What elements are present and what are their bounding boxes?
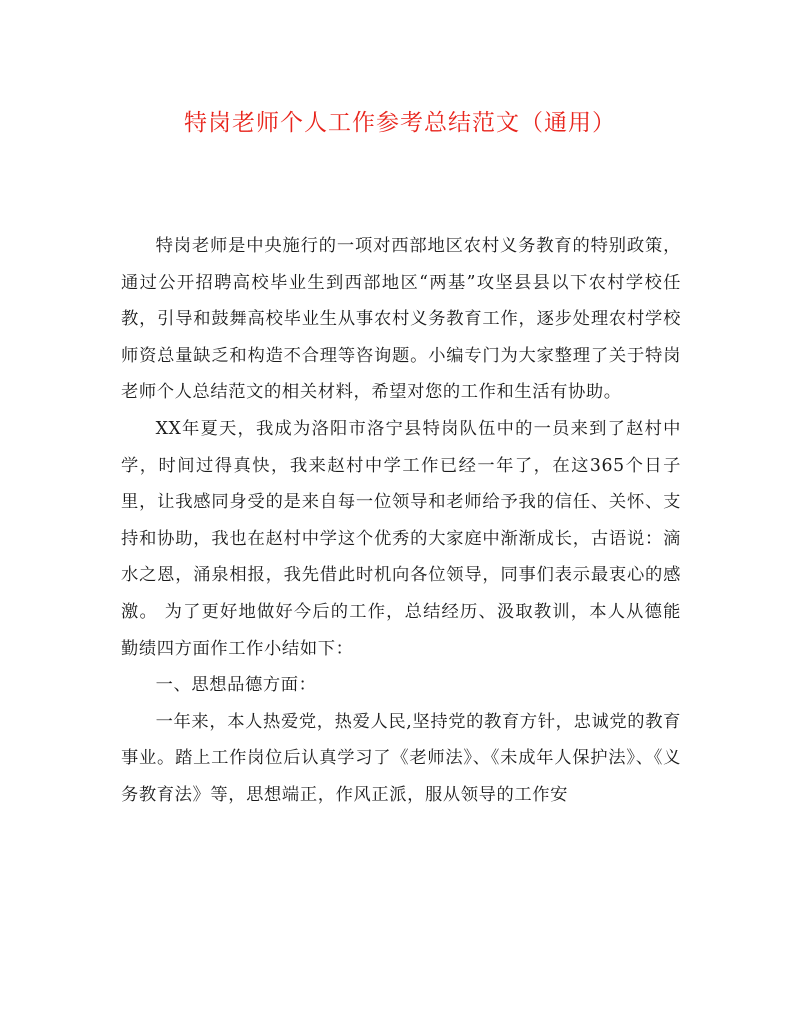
document-title: 特岗老师个人工作参考总结范文（通用）: [184, 110, 616, 136]
paragraph-ideology: 一年来，本人热爱党，热爱人民,坚持党的教育方针，忠诚党的教育事业。踏上工作岗位后认真学习了《老师法》、《未成年人保护法》、《义务教育法》等，思想端正，作风正派，服从领导的工作安: [121, 711, 681, 805]
paragraph-intro: 特岗老师是中央施行的一项对西部地区农村义务教育的特别政策，通过公开招聘高校毕业生到西部地区“两基”攻坚县县以下农村学校任教，引导和鼓舞高校毕业生从事农村义务教育工作，逐步处理农村学校师资总量缺乏和构造不合理等咨询题。小编专门为大家整理了关于特岗老师个人总结范文的相关材料，希望对您的工作和生活有协助。: [121, 236, 681, 403]
section-heading-ideology: 一、思想品德方面：: [155, 675, 317, 696]
document-body: [121, 228, 681, 814]
paragraph-experience: XX年夏天，我成为洛阳市洛宁县特岗队伍中的一员来到了赵村中学，时间过得真快，我来赵村中学工作已经一年了，在这365个日子里，让我感同身受的是来自每一位领导和老师给予我的信任、关怀、支持和协助，我也在赵村中学这个优秀的大家庭中渐渐成长，古语说：滴水之恩，涌泉相报，我先借此时机向各位领导，同事们表示最衷心的感激。 为了更好地做好今后的工作，总结经历、汲取教训，本人从德能勤绩四方面作工作小结如下：: [121, 418, 681, 659]
